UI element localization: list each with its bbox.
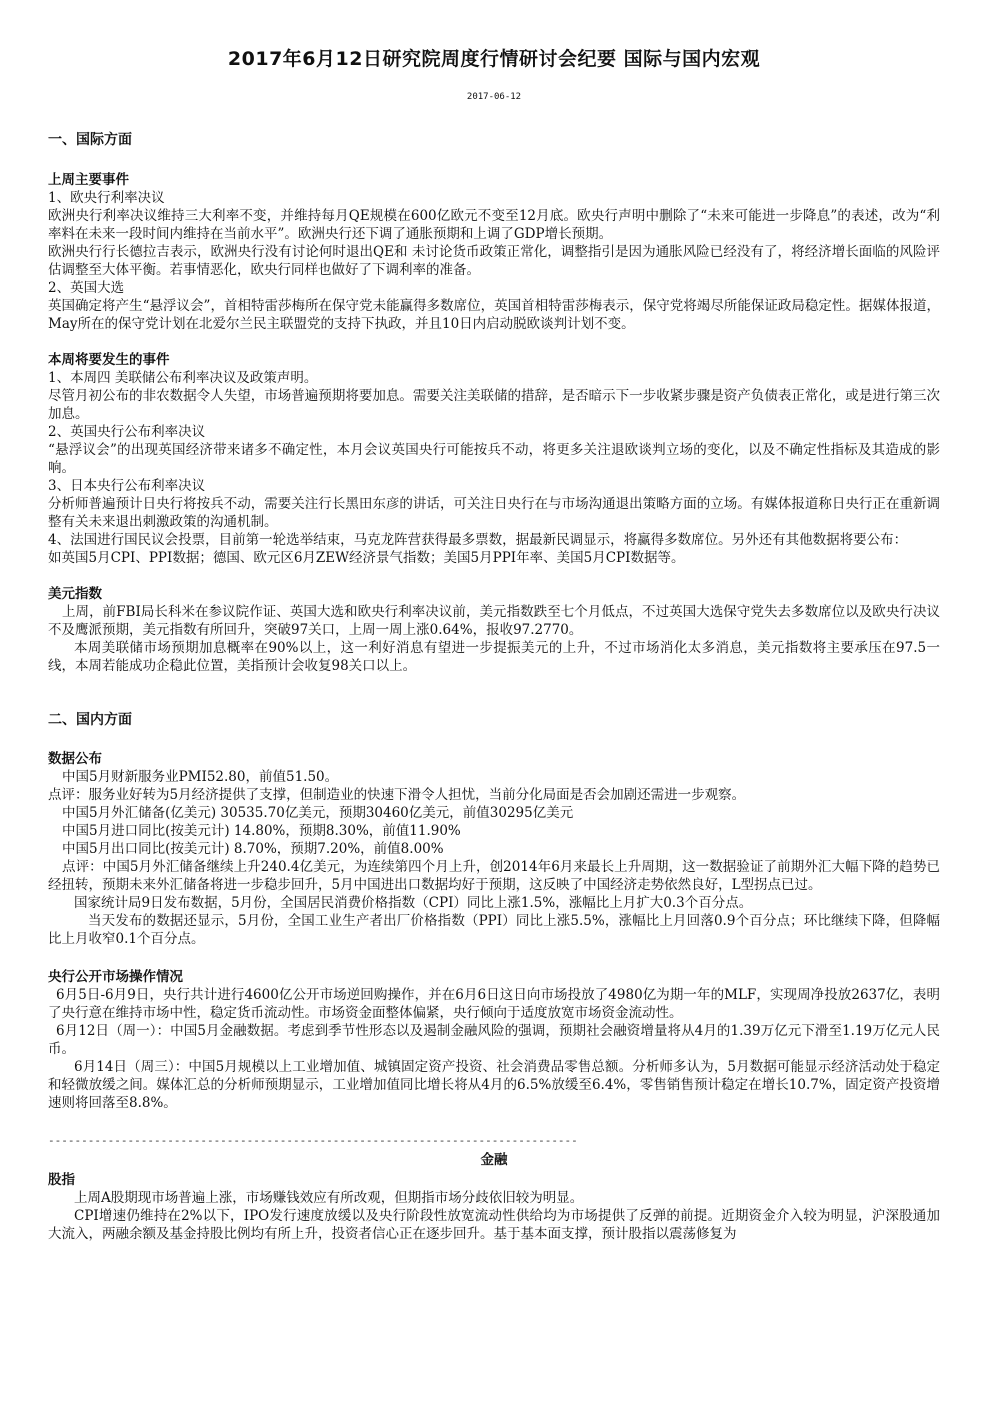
last-week-item: 欧洲央行行长德拉吉表示，欧洲央行没有讨论何时退出QE和 未讨论货币政策正常化，调整指引是因为通胀风险已经没有了，将经济增长面临的风险评估调整至大体平衡。若事情恶化，欧央行同样也做好了下调利率的准备。 [48, 244, 940, 278]
this-week-item: 尽管月初公布的非农数据令人失望，市场普遍预期将要加息。需要关注美联储的措辞，是否暗示下一步收紧步骤是资产负债表正常化，或是进行第三次加息。 [48, 388, 940, 422]
pmi-line: 中国5月财新服务业PMI52.80，前值51.50。 [62, 769, 339, 785]
last-week-item: 欧洲央行利率决议维持三大利率不变，并维持每月QE规模在600亿欧元不变至12月底。欧央行声明中删除了“未来可能进一步降息”的表述，改为“利率料在未来一段时间内维持在当前水平”。欧洲央行还下调了通胀预期和上调了GDP增长预期。 [48, 208, 940, 242]
last-week-heading: 上周主要事件 [48, 172, 129, 188]
document-date: 2017-06-12 [466, 92, 522, 102]
comment-2: 点评：中国5月外汇储备继续上升240.4亿美元，为连续第四个月上升，创2014年6月来最长上升周期，这一数据验证了前期外汇大幅下降的趋势已经扭转，预期未来外汇储备将进一步稳步回升，5月中国进出口数据均好于预期，这反映了中国经济走势依然良好，L型拐点已过。 [48, 859, 940, 893]
section-international-heading: 一、国际方面 [48, 132, 132, 148]
pboc-paragraph-3: 6月14日（周三）：中国5月规模以上工业增加值、城镇固定资产投资、社会消费品零售总额。分析师多认为，5月数据可能显示经济活动处于稳定和轻微放缓之间。媒体汇总的分析师预期显示，工业增加值同比增长将从4月的6.5%放缓至6.4%，零售销售预计稳定在增长10.7%，固定资产投资增速则将回落至8.8%。 [48, 1059, 940, 1111]
this-week-item: 分析师普遍预计日央行将按兵不动，需要关注行长黑田东彦的讲话，可关注日央行在与市场沟通退出策略方面的立场。有媒体报道称日央行正在重新调整有关未来退出刺激政策的沟通机制。 [48, 496, 940, 530]
exports-line: 中国5月出口同比(按美元计) 8.70%，预期7.20%，前值8.00% [62, 841, 444, 857]
pboc-paragraph-1: 6月5日-6月9日，央行共计进行4600亿公开市场逆回购操作，并在6月6日这日向市场投放了4980亿为期一年的MLF，实现周净投放2637亿，表明了央行意在维持市场中性，稳定货币流动性。市场资金面整体偏紧，央行倾向于适度放宽市场资金流动性。 [48, 987, 940, 1021]
stock-paragraph-1: 上周A股期现市场普遍上涨，市场赚钱效应有所改观，但期指市场分歧依旧较为明显。 [74, 1190, 584, 1206]
last-week-item: 英国确定将产生“悬浮议会”，首相特雷莎梅所在保守党未能赢得多数席位，英国首相特雷莎梅表示，保守党将竭尽所能保证政局稳定性。据媒体报道，May所在的保守党计划在北爱尔兰民主联盟党的支持下执政，并且10日内启动脱欧谈判计划不变。 [48, 298, 940, 332]
comment-1: 点评：服务业好转为5月经济提供了支撑，但制造业的快速下滑令人担忧，当前分化局面是否会加剧还需进一步观察。 [48, 787, 746, 803]
section-divider: -------------------------------------------------------------------------------- [48, 1134, 578, 1147]
cpi-line: 国家统计局9日发布数据，5月份，全国居民消费价格指数（CPI）同比上涨1.5%，涨幅比上月扩大0.3个百分点。 [74, 895, 753, 911]
usd-paragraph-1: 上周，前FBI局长科米在参议院作证、英国大选和欧央行利率决议前，美元指数跌至七个月低点，不过英国大选保守党失去多数席位以及欧央行决议不及鹰派预期，美元指数有所回升，突破97关口，上周一周上涨0.64%，报收97.2770。 [48, 604, 940, 638]
this-week-item: 2、英国央行公布利率决议 [48, 424, 206, 440]
data-release-heading: 数据公布 [48, 751, 102, 767]
pboc-operations-heading: 央行公开市场操作情况 [48, 969, 183, 985]
pboc-paragraph-2: 6月12日（周一）：中国5月金融数据。考虑到季节性形态以及遏制金融风险的强调，预期社会融资增量将从4月的1.39万亿元下滑至1.19万亿元人民币。 [48, 1023, 940, 1057]
document-page [48, 44, 940, 1243]
this-week-item: 如英国5月CPI、PPI数据；德国、欧元区6月ZEW经济景气指数；美国5月PPI年率、美国5月CPI数据等。 [48, 550, 685, 566]
fx-reserves-line: 中国5月外汇储备(亿美元) 30535.70亿美元，预期30460亿美元，前值30295亿美元 [62, 805, 574, 821]
last-week-item: 2、英国大选 [48, 280, 125, 296]
imports-line: 中国5月进口同比(按美元计) 14.80%，预期8.30%，前值11.90% [62, 823, 461, 839]
document-title: 2017年6月12日研究院周度行情研讨会纪要 国际与国内宏观 [227, 48, 761, 70]
this-week-heading: 本周将要发生的事件 [48, 352, 170, 368]
usd-paragraph-2: 本周美联储市场预期加息概率在90%以上，这一利好消息有望进一步提振美元的上升，不过市场消化太多消息，美元指数将主要承压在97.5一线，本周若能成功企稳此位置，美指预计会收复98关口以上。 [48, 640, 940, 674]
usd-index-heading: 美元指数 [48, 586, 102, 602]
this-week-item: “悬浮议会”的出现英国经济带来诸多不确定性，本月会议英国央行可能按兵不动，将更多关注退欧谈判立场的变化，以及不确定性指标及其造成的影响。 [48, 442, 940, 476]
section-domestic-heading: 二、国内方面 [48, 712, 132, 728]
stock-paragraph-2: CPI增速仍维持在2%以下，IPO发行速度放缓以及央行阶段性放宽流动性供给均为市场提供了反弹的前提。近期资金介入较为明显，沪深股通加大流入，两融余额及基金持股比例均有所上升，投资者信心正在逐步回升。基于基本面支撑，预计股指以震荡修复为 [48, 1208, 940, 1242]
ppi-line: 当天发布的数据还显示，5月份，全国工业生产者出厂价格指数（PPI）同比上涨5.5%，涨幅比上月回落0.9个百分点；环比继续下降，但降幅比上月收窄0.1个百分点。 [48, 913, 940, 947]
this-week-item: 3、日本央行公布利率决议 [48, 478, 206, 494]
stock-index-heading: 股指 [48, 1172, 75, 1188]
last-week-item: 1、欧央行利率决议 [48, 190, 165, 206]
finance-heading: 金融 [480, 1152, 508, 1168]
this-week-item: 1、本周四 美联储公布利率决议及政策声明。 [48, 370, 318, 386]
this-week-item: 4、法国进行国民议会投票，目前第一轮选举结束，马克龙阵营获得最多票数，据最新民调显示，将赢得多数席位。另外还有其他数据将要公布： [48, 532, 908, 548]
